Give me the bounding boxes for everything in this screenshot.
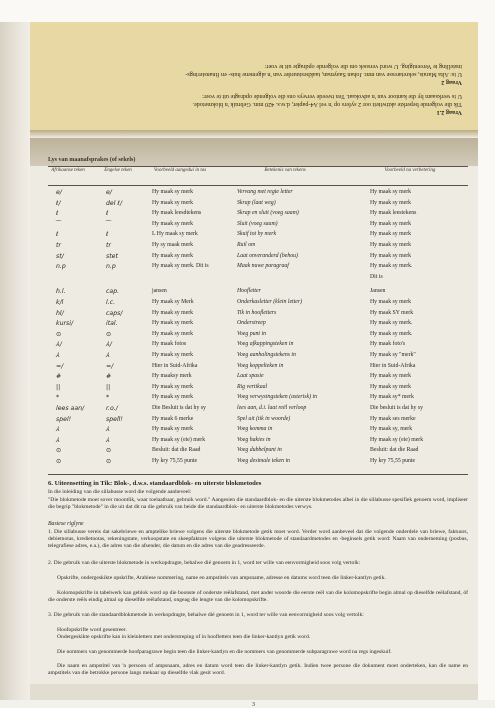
mark-engels: ⊙ — [106, 330, 112, 338]
mark-afrikaans: ⊙ — [56, 458, 62, 465]
meaning-text: Vervang met regte letter — [237, 189, 293, 195]
guideline-3b: Ondergeskikte opskrifte kan in kleinletters met onderstreping of in hoofletters teen die linker-kantlyn getik word. — [57, 634, 311, 640]
example-text: Hy maak sy merk — [152, 383, 194, 390]
corrected-text: Hy maak sy merk — [370, 299, 412, 305]
mark-engels: ⊙ — [106, 458, 112, 465]
corrected-text: Die besluit is dat hy sy — [370, 405, 423, 411]
mark-afrikaans: =/ — [56, 362, 64, 370]
mark-afrikaans: hl/ — [56, 309, 64, 317]
mark-engels: stet — [106, 252, 118, 260]
example-text: jansen — [152, 288, 167, 295]
guideline-2a: Opskrifte, ondergeskikte opskrifte, Arabiese nommering, name en ampstitels van ampsname, adresse en datums word teen die linker-kantlyn getik. — [57, 575, 386, 581]
mark-engels: ital. — [106, 320, 118, 328]
meaning-text: Laat onveranderd (behou) — [237, 252, 298, 259]
mark-afrikaans: ⅄ — [56, 436, 60, 444]
corrected-text: Hy maak sy, merk — [370, 426, 413, 433]
mark-engels: spell! — [106, 415, 123, 423]
mark-engels: cap. — [106, 288, 120, 296]
book-page — [30, 22, 478, 708]
col-head-betekenis: Betekenis van tekens — [264, 168, 306, 173]
meaning-text: Onderkasletter (klein letter) — [237, 299, 303, 305]
table-row — [30, 287, 478, 297]
mark-afrikaans: ⅄/ — [56, 341, 62, 349]
mark-engels: * — [106, 394, 110, 402]
mark-engels: ⅄ — [106, 436, 110, 444]
mark-engels: ℓ — [106, 210, 109, 218]
example-text: Besluit: dat die Raad — [152, 447, 201, 454]
table-row — [30, 230, 478, 240]
example-text: Hy maak sy merk — [152, 352, 194, 358]
prev-line: instelling te Vereeniging. U word versoek om die volgende opdragte uit te voer: — [264, 63, 462, 70]
table-row — [30, 298, 478, 308]
example-text: L Hy maak sy merk — [152, 231, 198, 238]
section-title: 6. Uiteensetting in Tik: Blok-, d.w.s. standaardblok- en uiterste blokmetodes — [48, 480, 262, 487]
col-head-engels: Engelse teken — [104, 168, 132, 173]
table-row — [30, 188, 478, 198]
example-text: Hy maak sy merk — [152, 394, 194, 401]
corrected-text: Hy maak sy merk — [370, 383, 412, 390]
table-row — [30, 220, 478, 230]
table-row — [30, 436, 478, 446]
example-text: Hy sy maak merk — [152, 242, 194, 248]
meaning-text: Skrap en sluit (voeg saam) — [237, 210, 299, 217]
mark-engels: # — [106, 373, 112, 381]
example-text: Hy maak sy merk — [152, 199, 194, 206]
corrected-text: Hy maak sy merk — [370, 252, 412, 259]
page-fold — [30, 130, 478, 138]
corrected-text: Hy kry 75,55 punte — [370, 458, 416, 464]
mark-engels: ⁀ — [106, 220, 111, 228]
table-title: Lys van maanafsprakes (of sekels) — [48, 157, 136, 163]
page-bottom-edge — [30, 684, 478, 700]
meaning-text: Hoofletter — [237, 288, 261, 295]
mark-afrikaans: ⅄ — [56, 426, 60, 434]
mark-afrikaans: h.l. — [56, 288, 66, 296]
corrected-text: Hy maak sy merk — [370, 199, 412, 206]
meaning-text: Tik in hoofletters — [237, 309, 277, 316]
prev-line: U is: Alta Marais, sekretaresse van mnr. Johan Saayman, taakbestuurder van 'n algemene huis- en finansierings- — [185, 71, 462, 78]
col-head-na-verbetering: Voorbeeld na verbetering — [384, 168, 436, 173]
page-number: 3 — [252, 702, 255, 708]
mark-afrikaans: n.p — [56, 263, 66, 271]
mark-engels: caps/ — [106, 309, 123, 317]
mark-engels: e/ — [106, 189, 112, 196]
meaning-text: Laat spasie — [237, 373, 264, 380]
table-row — [30, 383, 478, 393]
corrected-text: Hy maak sy merk — [370, 220, 412, 227]
table-row — [30, 393, 478, 403]
mark-engels: ⅄ — [106, 352, 110, 359]
table-row — [30, 330, 478, 340]
table-row — [30, 319, 478, 329]
mark-afrikaans: ⊙ — [56, 330, 62, 338]
table-row — [30, 209, 478, 219]
corrected-text: Hy maak sy "merk" — [370, 352, 416, 358]
example-text: Hy maak sy merk — [152, 309, 194, 316]
mark-engels: n.p — [106, 263, 116, 271]
mark-engels: ⅄ — [106, 426, 110, 434]
table-row — [30, 457, 478, 467]
mark-engels: del ℓ/ — [106, 199, 123, 207]
corrected-text: Jansen — [370, 288, 386, 295]
corrected-text: Dit is — [370, 273, 383, 280]
guideline-2: 2. Die gebruik van die uiterste blokmetode in werkopdragte, behalwe dié genoem in 1, word ter wille van eenvormigheid soos volg vertolk: — [48, 560, 361, 566]
mark-engels: tr — [106, 242, 111, 249]
meaning-text: Skrap (laat weg) — [237, 199, 276, 206]
meaning-text: Voeg aanhalingstekens in — [237, 352, 296, 358]
meaning-text: Ruil om — [237, 242, 256, 248]
example-text: Hy maak sy merk — [152, 220, 194, 227]
example-text: Hy maak sy merk — [152, 189, 194, 195]
example-text: Hy maaksy merk — [152, 373, 192, 380]
corrected-text: Hy maak leestekens — [370, 210, 417, 217]
book-spine — [0, 22, 30, 700]
mark-engels: =/ — [106, 362, 114, 370]
guideline-1: 1. Die sillabusse vereis dat sakebriewe en amptelike briewe volgens die uiterste blokmetode getik moet word. Verder word aanbeveel dat die volgende onderdele van briewe, faktuurs, debietnotas, kredietnotas, rekeningstate, verkoopstate en skeepfakture volgens die uiterste blokmetode of standaardmetodes en -beginsels getik word: Naam van onderneming (posbus, telegrafiese adres, e.a.), die adres van die afsender, die datum en die adres van die geadresseerde. — [48, 529, 468, 550]
mark-engels: ⊙ — [106, 447, 112, 455]
meaning-text: Skuif tot by merk — [237, 231, 277, 238]
mark-afrikaans: kursi/ — [56, 320, 74, 328]
meaning-text: Voeg verwysingsteken (asterisk) in — [237, 394, 318, 401]
example-text: Hy maak 6 merke — [152, 415, 194, 422]
table-row — [30, 241, 478, 251]
corrected-text: Hier in Suid-Afrika — [370, 362, 416, 369]
table-row — [30, 351, 478, 361]
meaning-text: Onderstreep — [237, 320, 266, 327]
corrected-text: Hy maak sy* merk — [370, 394, 414, 401]
mark-afrikaans: || — [56, 383, 61, 391]
prev-line: Vraag 2.1 — [436, 109, 462, 116]
table-row — [30, 273, 478, 283]
mark-afrikaans: ℓ — [56, 210, 59, 218]
corrected-text: Hy maak sy merk. — [370, 330, 413, 337]
table-row — [30, 372, 478, 382]
table-row — [30, 340, 478, 350]
subheading: Basiese riglyne — [48, 521, 84, 527]
meaning-text: lees aan, d.i. laat reël verloop — [237, 405, 307, 411]
meaning-text: Rig vertikaal — [237, 383, 268, 390]
corrected-text: Hy maak sy merk — [370, 373, 412, 380]
table-row — [30, 362, 478, 372]
guideline-3d: Die naam en ampstitel van 'n persoon of ampsnaam, adres en datum word teen die linker-kantlyn getik. Indien twee persone die dokument moet onderteken, kan die name en ampstitels van die betrokke persone langs mekaar op dieselfde vlak gesit word. — [48, 663, 468, 677]
example-text: Hy maak sy Merk — [152, 299, 194, 305]
meaning-text: Maak nuwe paragraaf — [237, 263, 289, 270]
corrected-text: Besluit: dat die Raad — [370, 447, 419, 454]
mark-engels: || — [106, 383, 111, 391]
meaning-text: Voeg afkappingsteken in — [237, 341, 294, 348]
prev-line: Vraag 2 — [441, 79, 462, 86]
mark-afrikaans: ℓ/ — [56, 199, 61, 207]
mark-afrikaans: lees aan/ — [56, 405, 85, 412]
guideline-3a: Hoofopskrifte word gesentreer. — [57, 627, 127, 633]
table-rule — [48, 185, 468, 186]
meaning-text: Voeg komma in — [237, 426, 273, 433]
section-intro: In die inleiding van die sillabusse word die volgende aanbeveel: — [48, 489, 192, 495]
prev-line: Tik die volgende beperkte aktiwiteit oor 2 syfers op 'n vel A4-papier, d.w.s. 420 mm. Gebruik 'n blokmetode. — [192, 101, 462, 108]
example-text: Hy maak fotos — [152, 341, 187, 348]
corrected-text: Hy maak ses merke — [370, 415, 416, 422]
guideline-3: 3. Die gebruik van die standaardblokmetode in werkopdragte, behalwe dié genoem in 1, word ter wille van eenvormigheid soos volg vertolk: — [48, 612, 364, 618]
mark-afrikaans: st/ — [56, 252, 64, 260]
table-rule — [48, 474, 468, 475]
meaning-text: Voeg hakies in — [237, 436, 271, 443]
example-text: Hier in Suid-Afrika — [152, 362, 198, 369]
table-row — [30, 252, 478, 262]
corrected-text: Hy maak sy merk — [370, 231, 412, 238]
example-text: Hy maak leesdtekens — [152, 210, 202, 217]
guideline-2b: Kolomopskrifte in tabelwerk kan geblok word op die boonste of onderste reëlafstand, met ander woorde die eerste reël van die kolomopskrifte begin almal op dieselfde reëlafstand, óf die onderste reëls eindig almal op dieselfde reëlafstand, ongeag die lengte van die kolomopskrifte. — [48, 590, 468, 604]
meaning-text: Voeg punt in — [237, 330, 266, 337]
mark-afrikaans: e/ — [56, 189, 62, 196]
meaning-text: Voeg desimale teken in — [237, 458, 290, 464]
table-row — [30, 425, 478, 435]
example-text: Hy maak sy merk — [152, 252, 194, 259]
mark-engels: ⅄/ — [106, 341, 112, 349]
corrected-text: Hy maak foto's — [370, 341, 406, 348]
table-row — [30, 415, 478, 425]
meaning-text: Voeg dubbelpunt in — [237, 447, 282, 454]
mark-afrikaans: k/l — [56, 299, 64, 306]
right-margin — [478, 22, 495, 700]
prev-line: U is werksaam by die kantoor van 'n advokaat. Ten tweede verwys ons die volgende opdragte uit te voer: — [202, 93, 462, 100]
section-quote: "Die blokmetode moet sover moontlik, waar toelaatbaar, gebruik word." Aangesien die standaardblok- en die uiterste blokmetodes albei in die sillabusse spesifiek genoem word, impliseer die begrip "blokmetode" in die uit dat dit na die gebruik van beide die standaardblok- en uiterste blokmetodes verwys. — [48, 497, 468, 511]
table-row — [30, 199, 478, 209]
meaning-text: Voeg koppelteken in — [237, 362, 284, 369]
corrected-text: Hy maak sy merk. — [370, 320, 413, 327]
col-head-voorbeeld: Voorbeeld aangedui in tas — [153, 168, 207, 173]
example-text: Hy kry 75,55 punte — [152, 458, 198, 464]
guideline-3c: Die nommers van genommerde hoofparagrawe begin teen die linker-kantlyn en die nommers van genommerde subparagrawe word na regs ingeskuif. — [57, 649, 392, 655]
example-text: Die Besluit is dat hy sy — [152, 405, 206, 411]
mark-afrikaans: spel! — [56, 415, 72, 423]
table-row — [30, 262, 478, 272]
mark-afrikaans: * — [56, 394, 60, 402]
mark-afrikaans: ⊙ — [56, 447, 62, 455]
example-text: Hy maak sy merk — [152, 320, 194, 327]
example-text: Hy maak sy merk — [152, 426, 194, 433]
mark-afrikaans: ⁀ — [56, 220, 61, 228]
mark-afrikaans: tr — [56, 242, 61, 249]
mark-afrikaans: ℓ — [56, 231, 59, 239]
meaning-text: Spel uit (tik in woorde) — [237, 415, 291, 422]
corrected-text: Hy maak SY merk — [370, 309, 414, 316]
mark-engels: r.o./ — [106, 405, 118, 412]
corrected-text: Hy maak sy merk — [370, 242, 412, 248]
mark-engels: l.c. — [106, 299, 116, 306]
table-row — [30, 446, 478, 456]
example-text: Hy maak sy (eie) merk — [152, 436, 206, 443]
meaning-text: Sluit (voeg saam) — [237, 220, 278, 227]
col-head-afrikaans: Afrikaanse teken — [51, 168, 85, 173]
example-text: Hy maak sy merk — [152, 330, 194, 337]
table-rule — [48, 166, 468, 167]
mark-afrikaans: ⅄ — [56, 352, 60, 359]
table-row — [30, 404, 478, 414]
corrected-text: Hy maak sy (eie) merk — [370, 436, 424, 443]
mark-afrikaans: # — [56, 373, 62, 381]
previous-page-flap — [30, 22, 478, 130]
table-row — [30, 309, 478, 319]
top-margin — [0, 0, 495, 22]
example-text: Hy maak sy merk. Dit is — [152, 263, 209, 270]
corrected-text: Hy maak sy merk. — [370, 263, 413, 270]
mark-engels: ℓ — [106, 231, 109, 239]
corrected-text: Hy maak sy merk — [370, 189, 412, 195]
